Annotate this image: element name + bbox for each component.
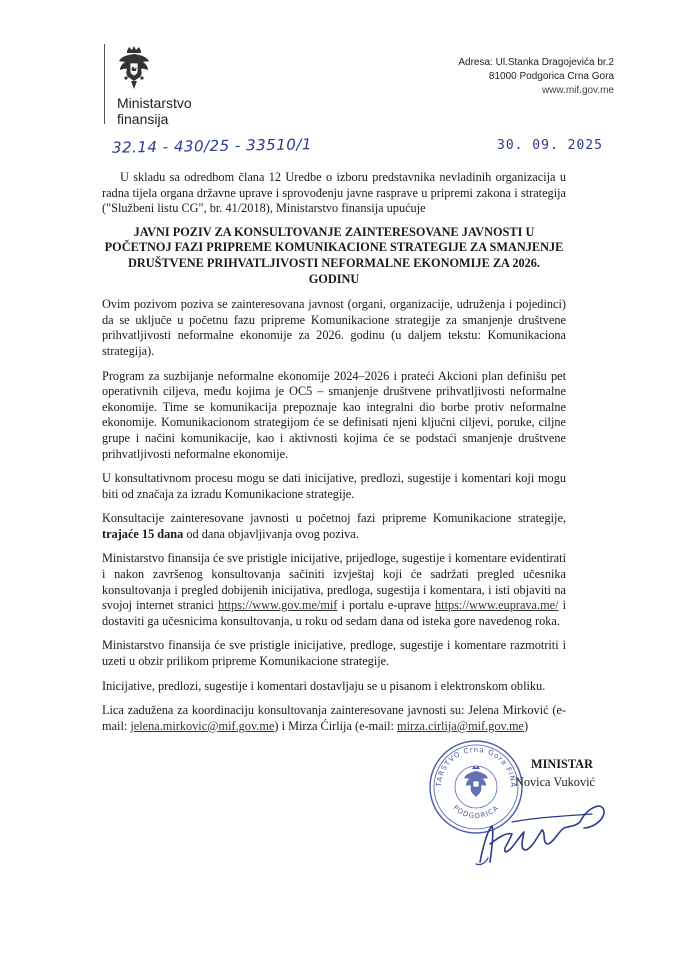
contacts-text-a: Lica zadužena za koordinaciju konsultovanja zainteresovane javnosti su: Jelena Mirković (e-mail: xyxy=(102,703,566,733)
stamp-text-left: TARSTVO xyxy=(434,749,463,787)
paragraph-contacts xyxy=(102,703,566,734)
euprava-link[interactable]: https://www.euprava.me/ xyxy=(435,598,559,613)
address-street: Adresa: Ul.Stanka Dragojevića br.2 xyxy=(458,57,614,68)
date-stamp: 30. 09. 2025 xyxy=(497,138,603,153)
stamp-text-right: FINA xyxy=(504,766,518,789)
address-city: 81000 Podgorica Crna Gora xyxy=(488,71,614,82)
signatory-name: Novica Vuković xyxy=(515,775,595,789)
email-mirza-link[interactable]: mirza.cirlija@mif.gov.me xyxy=(397,718,524,733)
reference-number: 32.14 - 430/25 - 33510/1 xyxy=(111,135,313,157)
handwritten-signature xyxy=(472,792,622,872)
ministry-name xyxy=(117,95,192,127)
contacts-text-b: ) xyxy=(523,718,529,733)
stamp-text-bottom: PODGORICA xyxy=(451,803,501,821)
coat-of-arms-icon xyxy=(117,45,151,91)
duration-text-a: Konsultacije zainteresovane javnosti u početnoj fazi pripreme Komunikacione strategije, xyxy=(102,511,566,526)
stamp-text-top: Crna Gora xyxy=(462,745,509,768)
duration-bold: trajaće 15 dana xyxy=(102,526,184,541)
address-block xyxy=(458,56,614,98)
duration-text-b: od dana objavljivanja ovog poziva. xyxy=(186,526,359,541)
document-body xyxy=(102,170,566,743)
signatory-title: MINISTAR xyxy=(531,757,593,771)
intro-paragraph: U skladu sa odredbom člana 12 Uredbe o izboru predstavnika nevladinih organizacija u radna tijela organa državne uprave i sprovođenju javne rasprave u pripremi zakona i strategija ("Službeni listu CG", br. 41/2018), Ministarstvo finansija upućuje xyxy=(102,170,566,216)
ministry-name-line2: finansija xyxy=(117,111,169,127)
paragraph-consideration: Ministarstvo finansija će sve pristigle inicijative, predloge, sugestije i komentare razmotriti i uzeti u obzir prilikom pripreme Komunikacione strategije. xyxy=(102,638,566,669)
website-link[interactable]: www.mif.gov.me xyxy=(541,85,614,96)
email-jelena-link[interactable]: jelena.mirkovic@mif.gov.me xyxy=(130,718,275,733)
paragraph-report xyxy=(102,551,566,629)
report-text-a: Ministarstvo finansija će sve pristigle inicijative, prijedloge, sugestije i komentare evidentirati i nakon završenog konsultovanja sačiniti izvještaj koji će sadržati pregled učesnika konsultovanja i pregled dobijenih inicijativa, predloga, sugestija i komentara, i isti objaviti na svojoj internet stranici xyxy=(102,551,566,613)
paragraph-invitation: Ovim pozivom poziva se zainteresovana javnost (organi, organizacije, udruženja i pojedinci) da se uključe u početnu fazu pripreme Komunikacione strategije za smanjenje društvene prihvatljivosti neformalne ekonomije za 2026. godinu (u daljem tekstu: Komunikaciona strategija). xyxy=(102,297,566,358)
gov-me-link[interactable]: https://www.gov.me/mif xyxy=(218,598,338,613)
header-divider-line xyxy=(104,44,105,124)
contacts-text-mid: ) i Mirza Ćirlija (e-mail: xyxy=(274,718,394,733)
ministry-name-line1: Ministarstvo xyxy=(117,95,192,111)
report-text-b: i dostaviti ga učesnicima konsultovanja, u roku od sedam dana od isteka gore navedenog roka. xyxy=(102,598,567,628)
paragraph-submission-form: Inicijative, predlozi, sugestije i komentari dostavljaju se u pisanom i elektronskom obliku. xyxy=(102,678,546,693)
report-text-mid: i portalu e-uprave xyxy=(341,598,431,613)
paragraph-consultation-scope: U konsultativnom procesu mogu se dati inicijative, predlozi, sugestije i komentari koji mogu biti od značaja za izradu Komunikacione strategije. xyxy=(102,471,566,501)
document-title: JAVNI POZIV ZA KONSULTOVANJE ZAINTERESOVANE JAVNOSTI U POČETNOJ FAZI PRIPREME KOMUNIKACIONE STRATEGIJE ZA SMANJENJE DRUŠTVENE PRIHVATLJIVOSTI NEFORMALNE EKONOMIJE ZA 2026. GODINU xyxy=(104,224,564,286)
paragraph-duration xyxy=(102,511,566,542)
paragraph-program: Program za suzbijanje neformalne ekonomije 2024–2026 i prateći Akcioni plan definišu pet operativnih ciljeva, među kojima je OC5 – smanjenje društvene prihvatljivosti neformalne ekonomije. Time se komunikacija prepoznaje kao integralni dio borbe protiv neformalne ekonomije. Komunikacionom strategijom će se definisati njeni ključni ciljevi, poruke, ciljne grupe i načini komunikacije, kao i aktivnosti kojima će se podstaći smanjenje društvene prihvatljivosti neformalne ekonomije. xyxy=(102,368,566,461)
